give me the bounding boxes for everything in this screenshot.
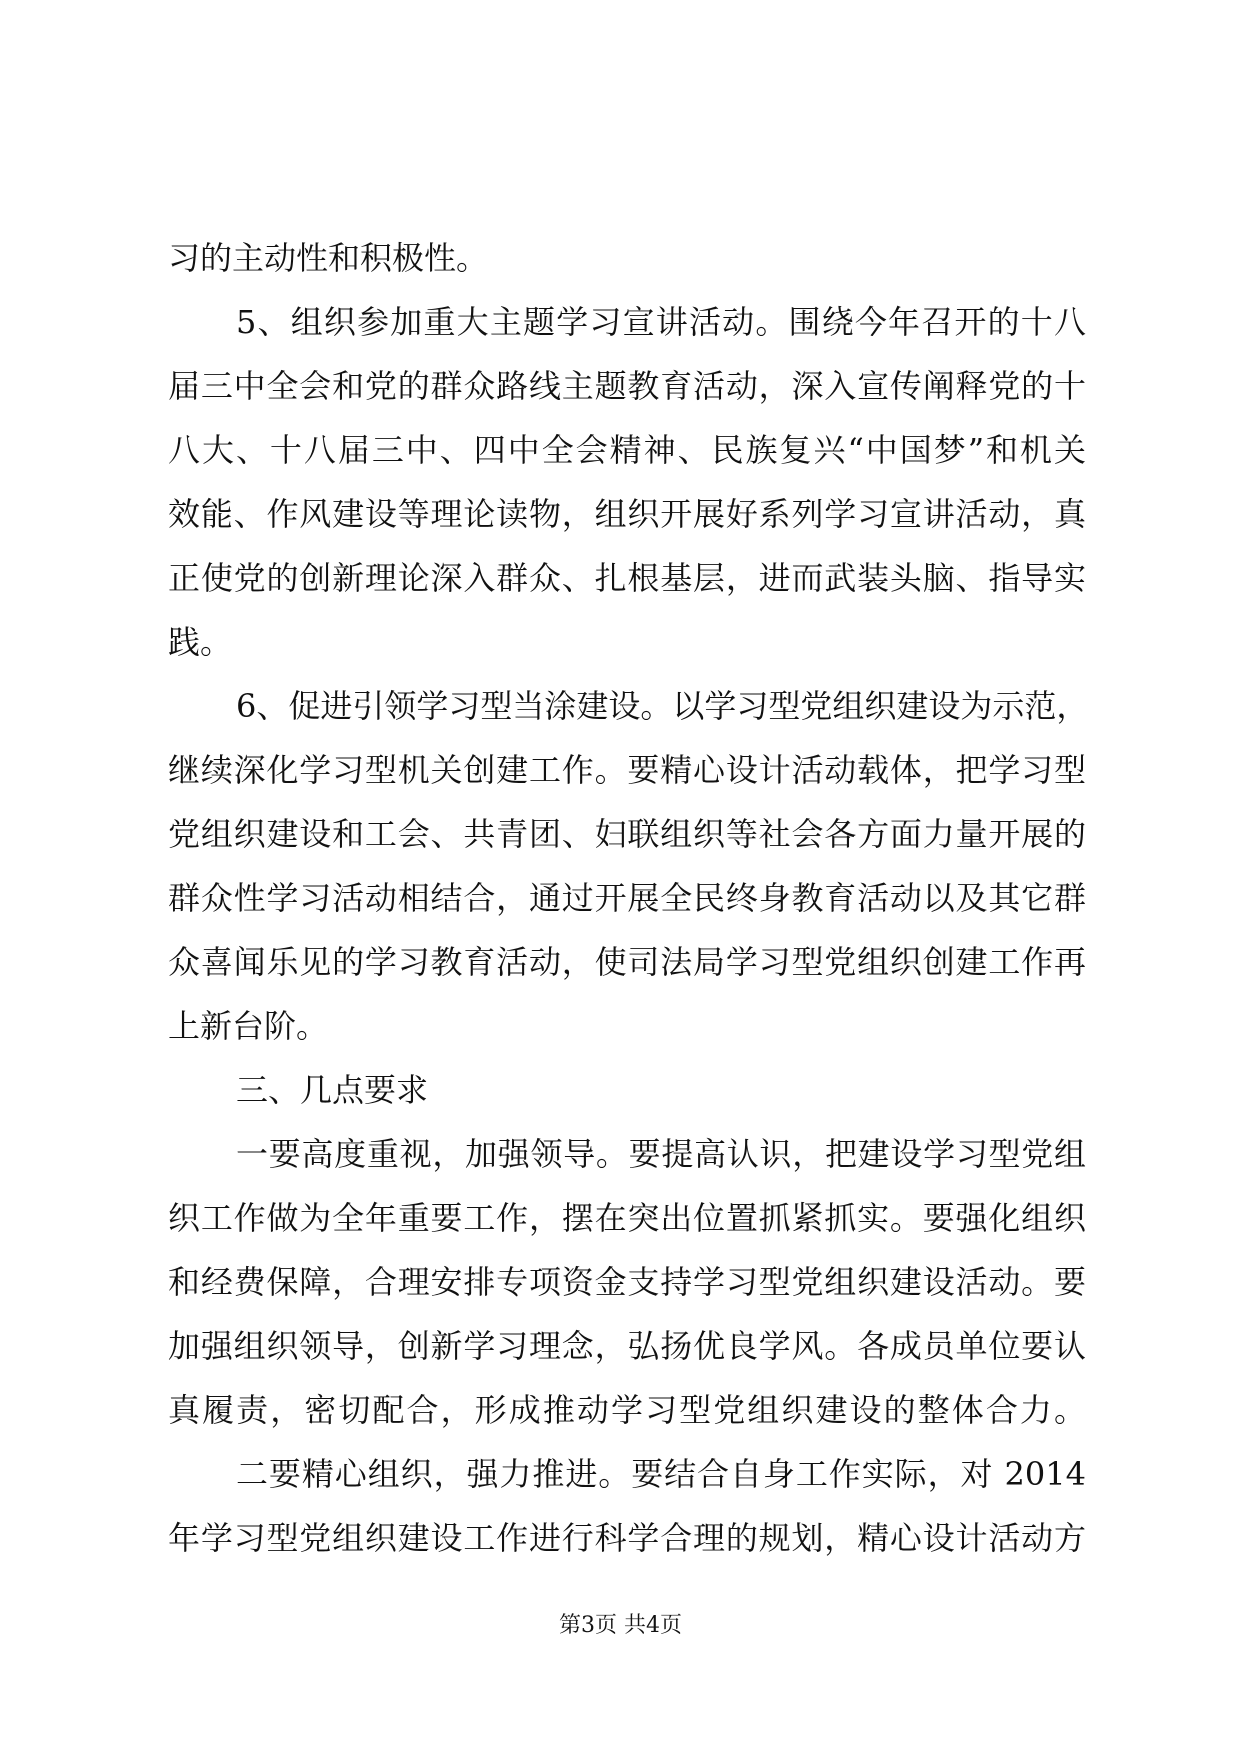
text-line: 党组织建设和工会、共青团、妇联组织等社会各方面力量开展的 — [168, 815, 1086, 853]
text-line: 6、促进引领学习型当涂建设。以学习型党组织建设为示范， — [236, 687, 1089, 725]
text-line: 二要精心组织，强力推进。要结合自身工作实际，对 2014 — [236, 1455, 1086, 1493]
text-line: 践。 — [168, 623, 233, 661]
text-line: 5、组织参加重大主题学习宣讲活动。围绕今年召开的十八 — [236, 303, 1086, 341]
text-line: 效能、作风建设等理论读物，组织开展好系列学习宣讲活动，真 — [168, 495, 1086, 533]
text-line: 真履责，密切配合，形成推动学习型党组织建设的整体合力。 — [168, 1391, 1086, 1429]
section-heading: 三、几点要求 — [236, 1071, 429, 1109]
text-line: 和经费保障，合理安排专项资金支持学习型党组织建设活动。要 — [168, 1263, 1086, 1301]
text-line: 届三中全会和党的群众路线主题教育活动，深入宣传阐释党的十 — [168, 367, 1086, 405]
text-line: 八大、十八届三中、四中全会精神、民族复兴“中国梦”和机关 — [168, 431, 1086, 469]
page-number: 第3页 共4页 — [559, 1613, 682, 1638]
text-line: 年学习型党组织建设工作进行科学合理的规划，精心设计活动方 — [168, 1519, 1086, 1557]
text-line: 众喜闻乐见的学习教育活动，使司法局学习型党组织创建工作再 — [168, 943, 1086, 981]
text-line: 织工作做为全年重要工作，摆在突出位置抓紧抓实。要强化组织 — [168, 1199, 1086, 1237]
text-line: 习的主动性和积极性。 — [168, 239, 489, 277]
text-line: 群众性学习活动相结合，通过开展全民终身教育活动以及其它群 — [168, 879, 1086, 917]
text-line: 一要高度重视，加强领导。要提高认识，把建设学习型党组 — [236, 1135, 1086, 1173]
document-body — [168, 226, 1089, 1570]
text-line: 继续深化学习型机关创建工作。要精心设计活动载体，把学习型 — [168, 751, 1086, 789]
text-line: 正使党的创新理论深入群众、扎根基层，进而武装头脑、指导实 — [168, 559, 1086, 597]
text-line: 加强组织领导，创新学习理念，弘扬优良学风。各成员单位要认 — [168, 1327, 1086, 1365]
text-line: 上新台阶。 — [168, 1007, 329, 1045]
